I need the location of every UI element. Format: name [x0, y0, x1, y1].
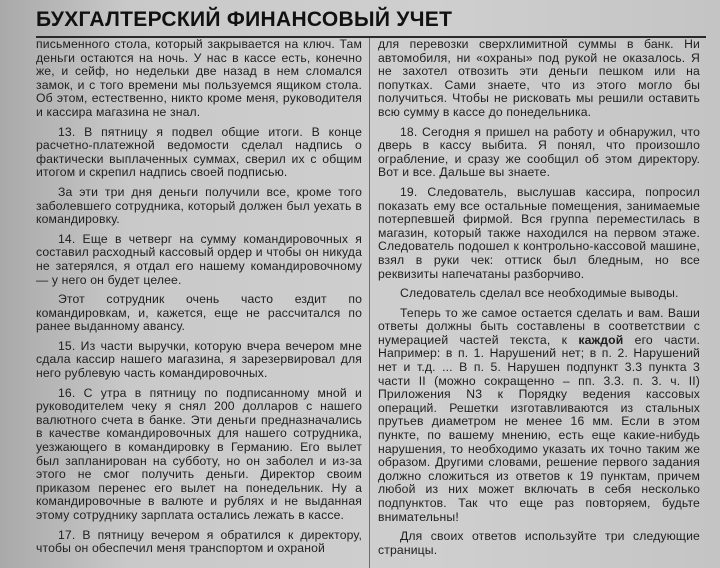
paragraph: для перевозки сверхлимитной суммы в банк. Ни автомобиля, ни «охраны» под рукой не оказалось. Я не захотел отвозить эти деньги пешком или на попутках. Сами знаете, что из этого могло бы получиться. Чтобы не рисковать мы решили оставить всю сумму в кассе до понедельника. [378, 37, 700, 119]
paragraph: 19. Следователь, выслушав кассира, попросил показать ему все остальные помещения, занимаемые потерпевшей фирмой. Вся группа переместилась в магазин, который также находился на первом этаже. Следователь подошел к контрольно-кассовой машине, взял в руки чек: оттиск был бледным, но все реквизиты напечатаны разборчиво. [378, 184, 700, 281]
paragraph: За эти три дня деньги получили все, кроме того заболевшего сотрудника, который должен был уехать в командировку. [36, 184, 362, 227]
paragraph: 18. Сегодня я пришел на работу и обнаружил, что дверь в кассу выбита. Я понял, что произошло ограбление, и сразу же сообщил об этом директору. Вот и все. Дальше вы знаете. [378, 124, 700, 180]
paragraph: 14. Еще в четверг на сумму командировочных я составил расходный кассовый ордер и чтобы он никуда не затерялся, я отдал его нашему командировочному — у него он будет целее. [36, 231, 362, 287]
paragraph: 17. В пятницу вечером я обратился к директору, чтобы он обеспечил меня транспортом и охраной [36, 527, 362, 556]
paragraph: 16. С утра в пятницу по подписанному мной и руководителем чеку я снял 200 долларов с нашего валютного счета в банке. Эти деньги предназначались в качестве командировочных для нашего сотрудника, уезжающего в командировку в Германию. Его вылет был запланирован на субботу, но он заболел и из-за этого не смог получить деньги. Директор своим приказом перенес его вылет на понедельник. Ну а командировочные в валюте и рублях и не выданная этому сотруднику зарплата остались лежать в кассе. [36, 385, 362, 522]
paragraph: 15. Из части выручки, которую вчера вечером мне сдала кассир нашего магазина, я зарезервировал для него рублевую часть командировочных. [36, 338, 362, 381]
text-span: Теперь то же самое остается сделать и вам. Ваши ответы должны быть составлены в соответствии с нумерацией частей текста, к [378, 305, 700, 347]
page-title: БУХГАЛТЕРСКИЙ ФИНАНСОВЫЙ УЧЕТ [36, 8, 453, 31]
column-divider [369, 38, 370, 568]
page-header [36, 6, 706, 38]
paragraph: письменного стола, который закрывается на ключ. Там деньги остаются на ночь. У нас в кассе есть, конечно же, и сейф, но недельки две назад в нем сломался замок, и с того времени мы пользуемся ящиком стола. Об этом, естественно, никто кроме меня, руководителя и кассира магазина не знал. [36, 37, 362, 119]
paragraph [378, 307, 700, 525]
right-column [378, 38, 700, 568]
paragraph: Этот сотрудник очень часто ездит по командировкам, и, кажется, еще не рассчитался по ранее выданному авансу. [36, 292, 362, 334]
paragraph: 13. В пятницу я подвел общие итоги. В конце расчетно-платежной ведомости сделал надпись о фактически выплаченных суммах, сверил их с общим итогом и скрепил надпись своей подписью. [36, 124, 362, 180]
paragraph: Для своих ответов используйте три следующие страницы. [378, 529, 700, 557]
emphasis-word: каждой [578, 332, 624, 347]
text-span: его части. Например: в п. 1. Нарушений нет; в п. 2. Нарушений нет и т.д. ... В п. 5. Нарушен подпункт 3.3 пункта 3 части II (можно сокращенно – пп. 3.3. п. 3. ч. II) Приложения N3 к Порядку ведения кассовых операций. Решетки изготавливаются из стальных прутьев диаметром не менее 16 мм. Если в этом пункте, по вашему мнению, есть еще какие-нибудь нарушения, то необходимо указать их точно таким же образом. Другими словами, решение первого задания должно сложиться из ответов к 19 пунктам, причем любой из них может включать в себя несколько подпунктов. Так что еще раз повторяем, будьте внимательны! [378, 332, 700, 524]
left-column [36, 38, 362, 568]
paragraph: Следователь сделал все необходимые выводы. [400, 286, 679, 301]
